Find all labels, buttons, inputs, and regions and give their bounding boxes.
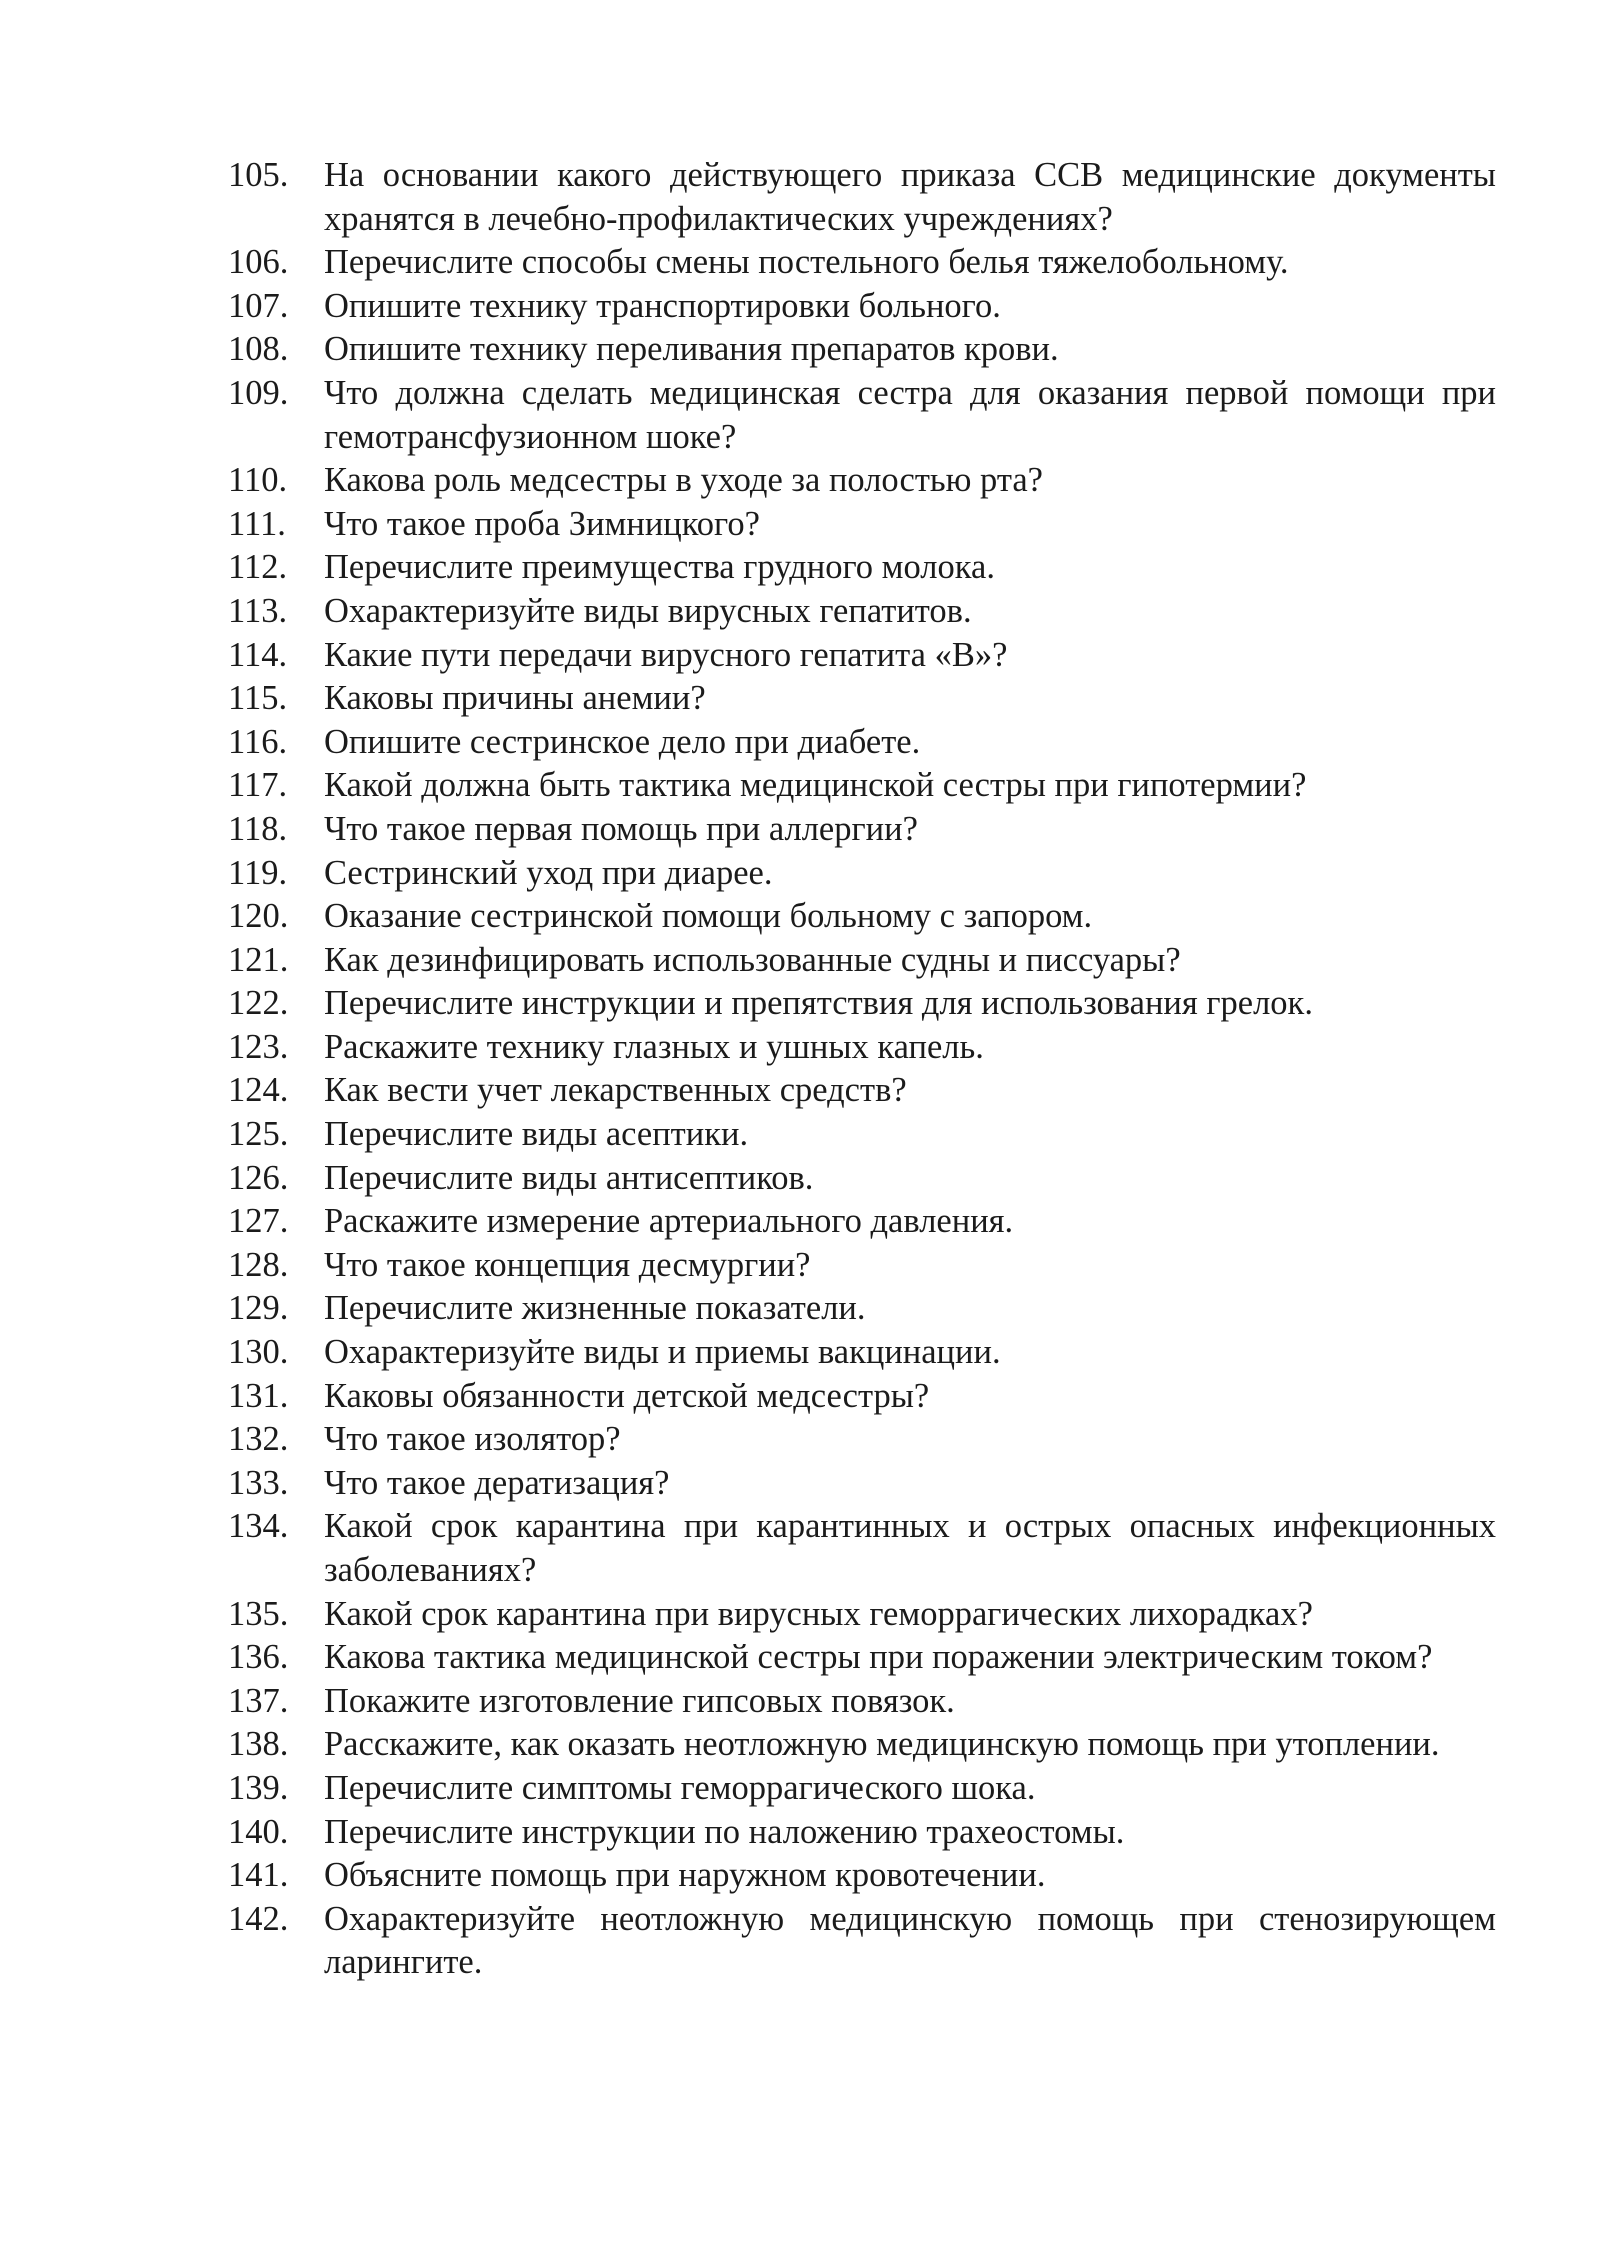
question-number: 135. xyxy=(228,1594,289,1633)
question-text: Как вести учет лекарственных средств? xyxy=(324,1071,907,1110)
question-number: 109. xyxy=(228,373,289,412)
question-text: Охарактеризуйте виды и приемы вакцинации. xyxy=(324,1333,1001,1372)
question-text: Перечислите виды асептики. xyxy=(324,1115,749,1154)
question-item xyxy=(228,1505,1496,1592)
question-number: 139. xyxy=(228,1768,289,1807)
question-text: Охарактеризуйте виды вирусных гепатитов. xyxy=(324,591,972,630)
question-item xyxy=(228,852,1496,896)
question-item xyxy=(228,1723,1496,1767)
question-item xyxy=(228,1069,1496,1113)
question-number: 141. xyxy=(228,1856,289,1895)
question-number: 121. xyxy=(228,940,289,979)
question-number: 119. xyxy=(228,853,288,892)
question-number: 115. xyxy=(228,679,288,718)
question-item xyxy=(228,459,1496,503)
question-text: Перечислите жизненные показатели. xyxy=(324,1289,866,1328)
question-text: Перечислите симптомы геморрагического шока. xyxy=(324,1768,1036,1807)
question-item xyxy=(228,285,1496,329)
question-item xyxy=(228,1375,1496,1419)
question-text: Что такое изолятор? xyxy=(324,1420,621,1459)
question-item xyxy=(228,634,1496,678)
question-text: Раскажите измерение артериального давления. xyxy=(324,1202,1014,1241)
question-text: Что такое концепция десмургии? xyxy=(324,1245,811,1284)
question-number: 107. xyxy=(228,286,289,325)
question-number: 120. xyxy=(228,897,289,936)
question-text: Перечислите инструкции и препятствия для использования грелок. xyxy=(324,984,1313,1023)
question-text: Какова роль медсестры в уходе за полостью рта? xyxy=(324,461,1043,500)
question-item xyxy=(228,241,1496,285)
question-text: Что такое первая помощь при аллергии? xyxy=(324,809,918,848)
question-number: 133. xyxy=(228,1463,289,1502)
question-text: Сестринский уход при диарее. xyxy=(324,853,773,892)
question-text: Что такое дератизация? xyxy=(324,1463,670,1502)
question-text: Расскажите, как оказать неотложную медицинскую помощь при утоплении. xyxy=(324,1725,1440,1764)
question-item xyxy=(228,503,1496,547)
question-text: Какой срок карантина при карантинных и острых опасных инфекционных заболеваниях? xyxy=(324,1507,1496,1589)
question-item xyxy=(228,154,1496,241)
question-item xyxy=(228,982,1496,1026)
question-number: 122. xyxy=(228,984,289,1023)
question-text: Что должна сделать медицинская сестра для оказания первой помощи при гемотрансфузионном шоке? xyxy=(324,373,1496,456)
question-item xyxy=(228,721,1496,765)
question-number: 127. xyxy=(228,1202,289,1241)
question-number: 124. xyxy=(228,1071,289,1110)
question-text: Каковы причины анемии? xyxy=(324,679,706,718)
question-item xyxy=(228,1811,1496,1855)
question-item xyxy=(228,590,1496,634)
question-item xyxy=(228,1462,1496,1506)
question-text: Какие пути передачи вирусного гепатита «В»? xyxy=(324,635,1008,674)
question-text: Оказание сестринской помощи больному с запором. xyxy=(324,897,1093,936)
question-number: 129. xyxy=(228,1289,289,1328)
question-text: Опишите сестринское дело при диабете. xyxy=(324,722,921,761)
question-number: 118. xyxy=(228,809,288,848)
question-number: 114. xyxy=(228,635,288,674)
question-number: 132. xyxy=(228,1420,289,1459)
question-text: Каковы обязанности детской медсестры? xyxy=(324,1376,930,1415)
question-number: 136. xyxy=(228,1638,289,1677)
question-number: 105. xyxy=(228,156,289,194)
question-item xyxy=(228,328,1496,372)
question-number: 138. xyxy=(228,1725,289,1764)
question-item xyxy=(228,1418,1496,1462)
question-number: 130. xyxy=(228,1333,289,1372)
question-item xyxy=(228,1157,1496,1201)
question-item xyxy=(228,372,1496,459)
question-item xyxy=(228,1898,1496,1985)
question-item xyxy=(228,546,1496,590)
question-item xyxy=(228,808,1496,852)
question-item xyxy=(228,1244,1496,1288)
question-list xyxy=(228,154,1496,1985)
question-text: Что такое проба Зимницкого? xyxy=(324,504,760,543)
question-text: Как дезинфицировать использованные судны и писсуары? xyxy=(324,940,1181,979)
question-number: 142. xyxy=(228,1899,289,1938)
question-number: 140. xyxy=(228,1812,289,1851)
question-number: 131. xyxy=(228,1376,289,1415)
question-item xyxy=(228,764,1496,808)
question-item xyxy=(228,1854,1496,1898)
question-text: Какой срок карантина при вирусных геморрагических лихорадках? xyxy=(324,1594,1313,1633)
question-item xyxy=(228,939,1496,983)
question-item xyxy=(228,1200,1496,1244)
question-text: Раскажите технику глазных и ушных капель. xyxy=(324,1027,984,1066)
question-number: 111. xyxy=(228,504,286,543)
question-text: Перечислите преимущества грудного молока. xyxy=(324,548,995,587)
question-item xyxy=(228,1767,1496,1811)
question-text: Какой должна быть тактика медицинской сестры при гипотермии? xyxy=(324,766,1307,805)
question-text: Объясните помощь при наружном кровотечении. xyxy=(324,1856,1046,1895)
question-text: Опишите технику переливания препаратов крови. xyxy=(324,330,1059,369)
question-text: Перечислите виды антисептиков. xyxy=(324,1158,814,1197)
question-number: 108. xyxy=(228,330,289,369)
question-text: Какова тактика медицинской сестры при поражении электрическим током? xyxy=(324,1638,1433,1677)
question-number: 112. xyxy=(228,548,288,587)
question-text: Опишите технику транспортировки больного. xyxy=(324,286,1001,325)
question-number: 126. xyxy=(228,1158,289,1197)
question-item xyxy=(228,1593,1496,1637)
question-item xyxy=(228,677,1496,721)
question-text: Покажите изготовление гипсовых повязок. xyxy=(324,1681,955,1720)
question-number: 134. xyxy=(228,1507,289,1546)
question-text: Перечислите инструкции по наложению трахеостомы. xyxy=(324,1812,1125,1851)
question-number: 128. xyxy=(228,1245,289,1284)
question-number: 116. xyxy=(228,722,288,761)
question-text: На основании какого действующего приказа ССВ медицинские документы хранятся в лечебно-профилактических учреждениях? xyxy=(324,156,1496,238)
question-item xyxy=(228,895,1496,939)
question-item xyxy=(228,1636,1496,1680)
question-item xyxy=(228,1680,1496,1724)
question-number: 113. xyxy=(228,591,288,630)
question-item xyxy=(228,1331,1496,1375)
question-number: 106. xyxy=(228,243,289,282)
question-number: 125. xyxy=(228,1115,289,1154)
question-item xyxy=(228,1287,1496,1331)
question-number: 110. xyxy=(228,461,288,500)
question-number: 137. xyxy=(228,1681,289,1720)
question-text: Охарактеризуйте неотложную медицинскую помощь при стенозирующем ларингите. xyxy=(324,1899,1496,1982)
question-number: 117. xyxy=(228,766,288,805)
question-number: 123. xyxy=(228,1027,289,1066)
question-item xyxy=(228,1113,1496,1157)
question-text: Перечислите способы смены постельного белья тяжелобольному. xyxy=(324,243,1289,282)
question-item xyxy=(228,1026,1496,1070)
